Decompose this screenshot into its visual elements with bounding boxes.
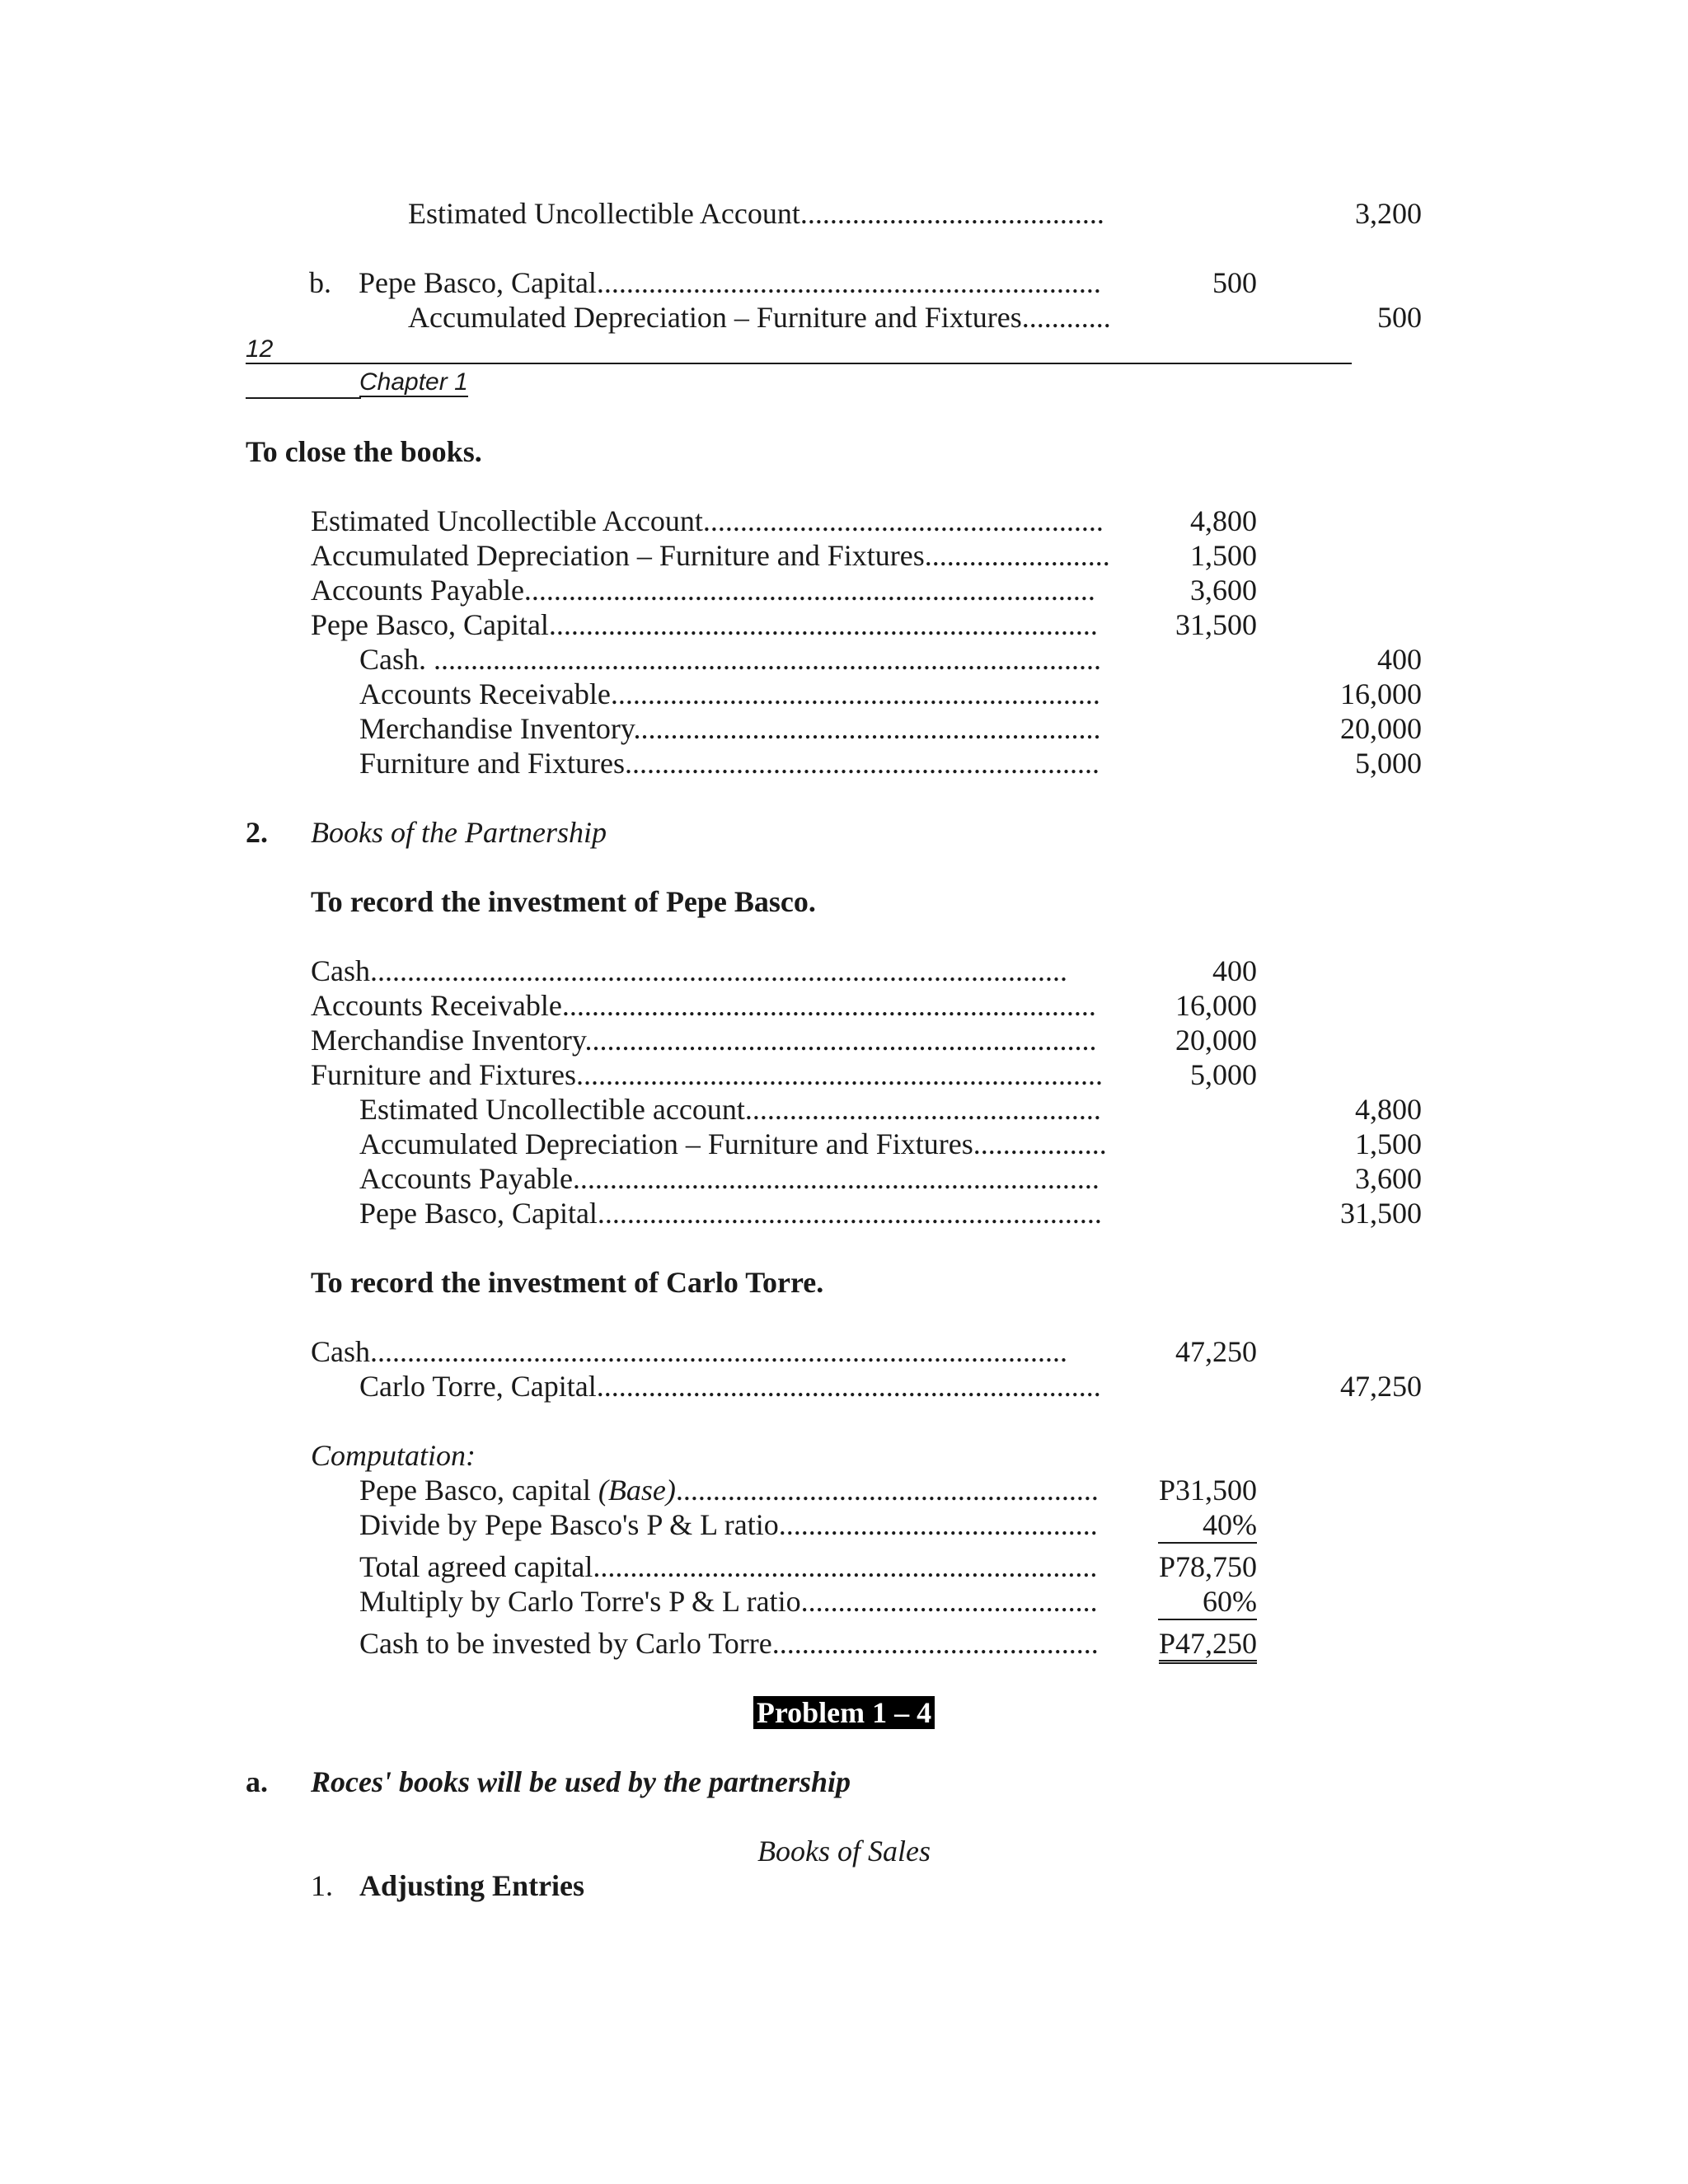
books-of-sales: Books of Sales	[757, 1835, 931, 1868]
problem-title: Problem 1 – 4	[0, 1695, 1688, 1730]
entry-debit: 47,250	[1175, 1335, 1257, 1368]
entry-label: Accounts Receivable..................................................................	[359, 677, 1100, 710]
entry-label: Accounts Receivable........................................................................	[311, 989, 1096, 1022]
part-title: Roces' books will be used by the partnership	[311, 1765, 851, 1798]
entry-label: Merchandise Inventory...............................................................	[359, 712, 1101, 745]
entry-debit: 400	[1212, 954, 1257, 987]
entry-label: Cash..............................................................................................	[311, 954, 1067, 987]
entry-label: Estimated Uncollectible account................................................	[359, 1093, 1101, 1126]
entry-debit: 3,600	[1190, 574, 1257, 607]
computation-amount: P78,750	[1158, 1550, 1257, 1583]
chapter-rule	[246, 397, 361, 399]
entry-label: Pepe Basco, Capital....................................................................	[359, 1197, 1102, 1230]
entry-label: Pepe Basco, Capital....................................................................	[359, 266, 1101, 299]
entry-credit: 31,500	[1340, 1197, 1422, 1230]
entry-credit: 3,600	[1355, 1162, 1422, 1195]
computation-label: Pepe Basco, capital (Base).........................................................	[359, 1474, 1099, 1507]
entry-credit: 400	[1377, 643, 1422, 676]
entry-label: Accumulated Depreciation – Furniture and Fixtures.........................	[311, 539, 1110, 572]
computation-amount: P31,500	[1158, 1474, 1257, 1507]
entry-credit: 47,250	[1340, 1370, 1422, 1403]
header-rule	[246, 363, 1352, 364]
computation-amount: P47,250	[1137, 1626, 1257, 1661]
entry-label: Carlo Torre, Capital....................................................................	[359, 1370, 1101, 1403]
entry-label: Accounts Payable.......................................................................	[359, 1162, 1100, 1195]
entry-label: Estimated Uncollectible Account......................................................	[311, 504, 1104, 537]
computation-amount: 60%	[1137, 1584, 1257, 1620]
entry-label: Cash..............................................................................................	[311, 1335, 1067, 1368]
entry-credit: 16,000	[1340, 677, 1422, 710]
entry-label: Furniture and Fixtures.......................................................................	[311, 1058, 1103, 1091]
entry-debit: 4,800	[1190, 504, 1257, 537]
entry-credit: 20,000	[1340, 712, 1422, 745]
computation-title: Computation:	[311, 1439, 476, 1472]
entry-marker-b: b.	[309, 266, 331, 299]
item-label: Adjusting Entries	[359, 1869, 585, 1902]
entry-credit: 500	[1377, 301, 1422, 334]
entry-debit: 20,000	[1175, 1024, 1257, 1057]
entry-debit: 1,500	[1190, 539, 1257, 572]
chapter-label: Chapter 1	[359, 368, 468, 396]
entry-credit: 1,500	[1355, 1127, 1422, 1160]
entry-credit: 3,200	[1355, 197, 1422, 230]
computation-amount: 40%	[1137, 1507, 1257, 1544]
entry-debit: 16,000	[1175, 989, 1257, 1022]
entry-credit: 4,800	[1355, 1093, 1422, 1126]
basco-heading: To record the investment of Pepe Basco.	[311, 885, 816, 918]
section-number: 2.	[246, 816, 268, 849]
page-number: 12	[246, 335, 274, 363]
part-marker: a.	[246, 1765, 268, 1798]
entry-label: Pepe Basco, Capital..........................................................................	[311, 608, 1098, 641]
computation-label: Cash to be invested by Carlo Torre............................................	[359, 1627, 1099, 1660]
entry-label: Accounts Payable.............................................................................	[311, 574, 1095, 607]
entry-label: Merchandise Inventory.....................................................................	[311, 1024, 1097, 1057]
entry-debit: 5,000	[1190, 1058, 1257, 1091]
entry-label: Furniture and Fixtures................................................................	[359, 747, 1100, 780]
torre-heading: To record the investment of Carlo Torre.	[311, 1266, 824, 1299]
item-number: 1.	[311, 1869, 333, 1902]
entry-credit: 5,000	[1355, 747, 1422, 780]
entry-debit: 500	[1212, 266, 1257, 299]
entry-label: Accumulated Depreciation – Furniture and Fixtures............	[408, 301, 1111, 334]
computation-label: Multiply by Carlo Torre's P & L ratio........................................	[359, 1585, 1098, 1618]
entry-label: Accumulated Depreciation – Furniture and Fixtures..................	[359, 1127, 1107, 1160]
entry-label: Cash. ..........................................................................................	[359, 643, 1101, 676]
close-books-heading: To close the books.	[246, 435, 482, 468]
computation-label: Divide by Pepe Basco's P & L ratio...........................................	[359, 1508, 1098, 1541]
section-title: Books of the Partnership	[311, 816, 607, 849]
computation-label: Total agreed capital....................................................................	[359, 1550, 1098, 1583]
entry-debit: 31,500	[1175, 608, 1257, 641]
entry-label: Estimated Uncollectible Account.........................................	[408, 197, 1104, 230]
